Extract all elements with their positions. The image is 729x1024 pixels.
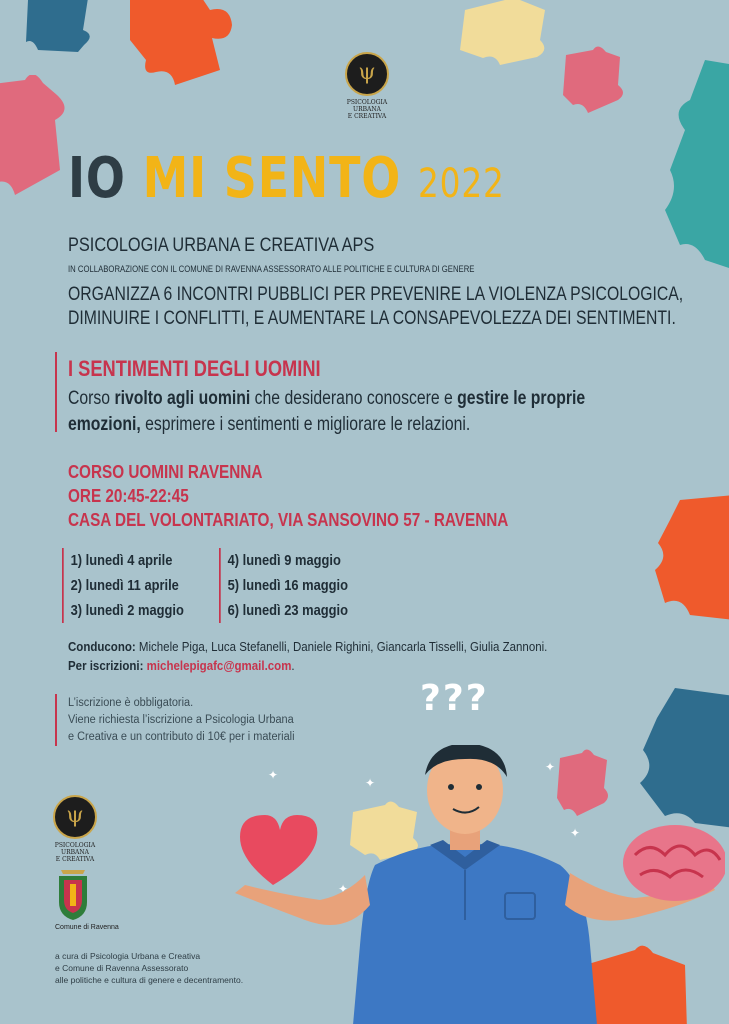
- sparkle-icon: ✦: [545, 760, 556, 774]
- puzzle-piece-orange-right-icon: [650, 495, 729, 625]
- dates-column-left: [62, 548, 204, 623]
- course-description: Corso rivolto agli uomini che desiderano conoscere e gestire le proprie emozioni, esprimere i sentimenti e migliorare le relazioni.: [68, 388, 586, 435]
- section-title: I SENTIMENTI DEGLI UOMINI: [68, 356, 321, 381]
- date-item: 2) lunedì 11 aprile: [70, 577, 179, 594]
- comune-ravenna-crest-icon: [53, 868, 93, 922]
- man-illustration-icon: [225, 745, 725, 1024]
- psicologia-urbana-logo-bottom: [45, 795, 105, 863]
- date-item: 1) lunedì 4 aprile: [70, 552, 173, 569]
- sparkle-icon: ✦: [268, 768, 279, 782]
- puzzle-piece-teal-right-icon: [665, 60, 729, 275]
- collaboration-line: IN COLLABORAZIONE CON IL COMUNE DI RAVENNA ASSESSORATO ALLE POLITICHE E CULTURA DI GENERE: [68, 264, 475, 274]
- section-divider: [55, 352, 57, 432]
- registration-note: L’iscrizione è obbligatoria. Viene richiesta l’iscrizione a Psicologia Urbana e Creativa e un contributo di 10€ per i materiali: [68, 697, 295, 743]
- credits: a cura di Psicologia Urbana e Creativa e Comune di Ravenna Assessorato alle politiche e cultura di genere e decentramento.: [55, 951, 244, 985]
- puzzle-piece-pink-left-icon: [0, 75, 70, 200]
- sparkle-icon: ✦: [570, 826, 581, 840]
- date-item: 4) lunedì 9 maggio: [227, 552, 341, 569]
- puzzle-piece-cream-top-icon: [455, 0, 555, 70]
- question-marks-icon: ???: [420, 678, 489, 719]
- sparkle-icon: ✦: [338, 882, 349, 896]
- logo-emblem-icon: ψ: [53, 795, 97, 839]
- puzzle-piece-pink-top-right-icon: [558, 45, 628, 120]
- conductors-line: Conducono: Michele Piga, Luca Stefanelli, Daniele Righini, Giancarla Tisselli, Giulia Zannoni.: [68, 640, 548, 654]
- logo-caption: PSICOLOGIA URBANA E CREATIVA: [54, 842, 96, 863]
- puzzle-piece-blue-top-left-icon: [18, 0, 98, 60]
- logo-caption: PSICOLOGIA URBANA E CREATIVA: [346, 99, 388, 120]
- puzzle-piece-orange-top-icon: [120, 0, 240, 90]
- psicologia-urbana-logo: [337, 52, 397, 120]
- mission-statement: ORGANIZZA 6 INCONTRI PUBBLICI PER PREVENIRE LA VIOLENZA PSICOLOGICA, DIMINUIRE I CONFLITTI, E AUMENTARE LA CONSAPEVOLEZZA DEI SENTIMENTI.: [68, 284, 684, 329]
- date-item: 5) lunedì 16 maggio: [227, 577, 349, 594]
- course-details: CORSO UOMINI RAVENNA ORE 20:45-22:45 CASA DEL VOLONTARIATO, VIA SANSOVINO 57 - RAVENNA: [68, 462, 509, 530]
- registration-email-link[interactable]: michelepigafc@gmail.com: [146, 659, 292, 673]
- dates-column-right: [219, 548, 369, 623]
- sparkle-icon: ✦: [365, 776, 376, 790]
- logo-emblem-icon: ψ: [345, 52, 389, 96]
- registration-line: Per iscrizioni: michelepigafc@gmail.com.: [68, 659, 295, 673]
- comune-label: Comune di Ravenna: [55, 924, 119, 931]
- main-title: IO MI SENTO 2022: [68, 146, 505, 211]
- organizer-name: PSICOLOGIA URBANA E CREATIVA APS: [68, 235, 375, 256]
- date-item: 6) lunedì 23 maggio: [227, 602, 349, 619]
- date-item: 3) lunedì 2 maggio: [70, 602, 184, 619]
- note-divider: [55, 694, 57, 746]
